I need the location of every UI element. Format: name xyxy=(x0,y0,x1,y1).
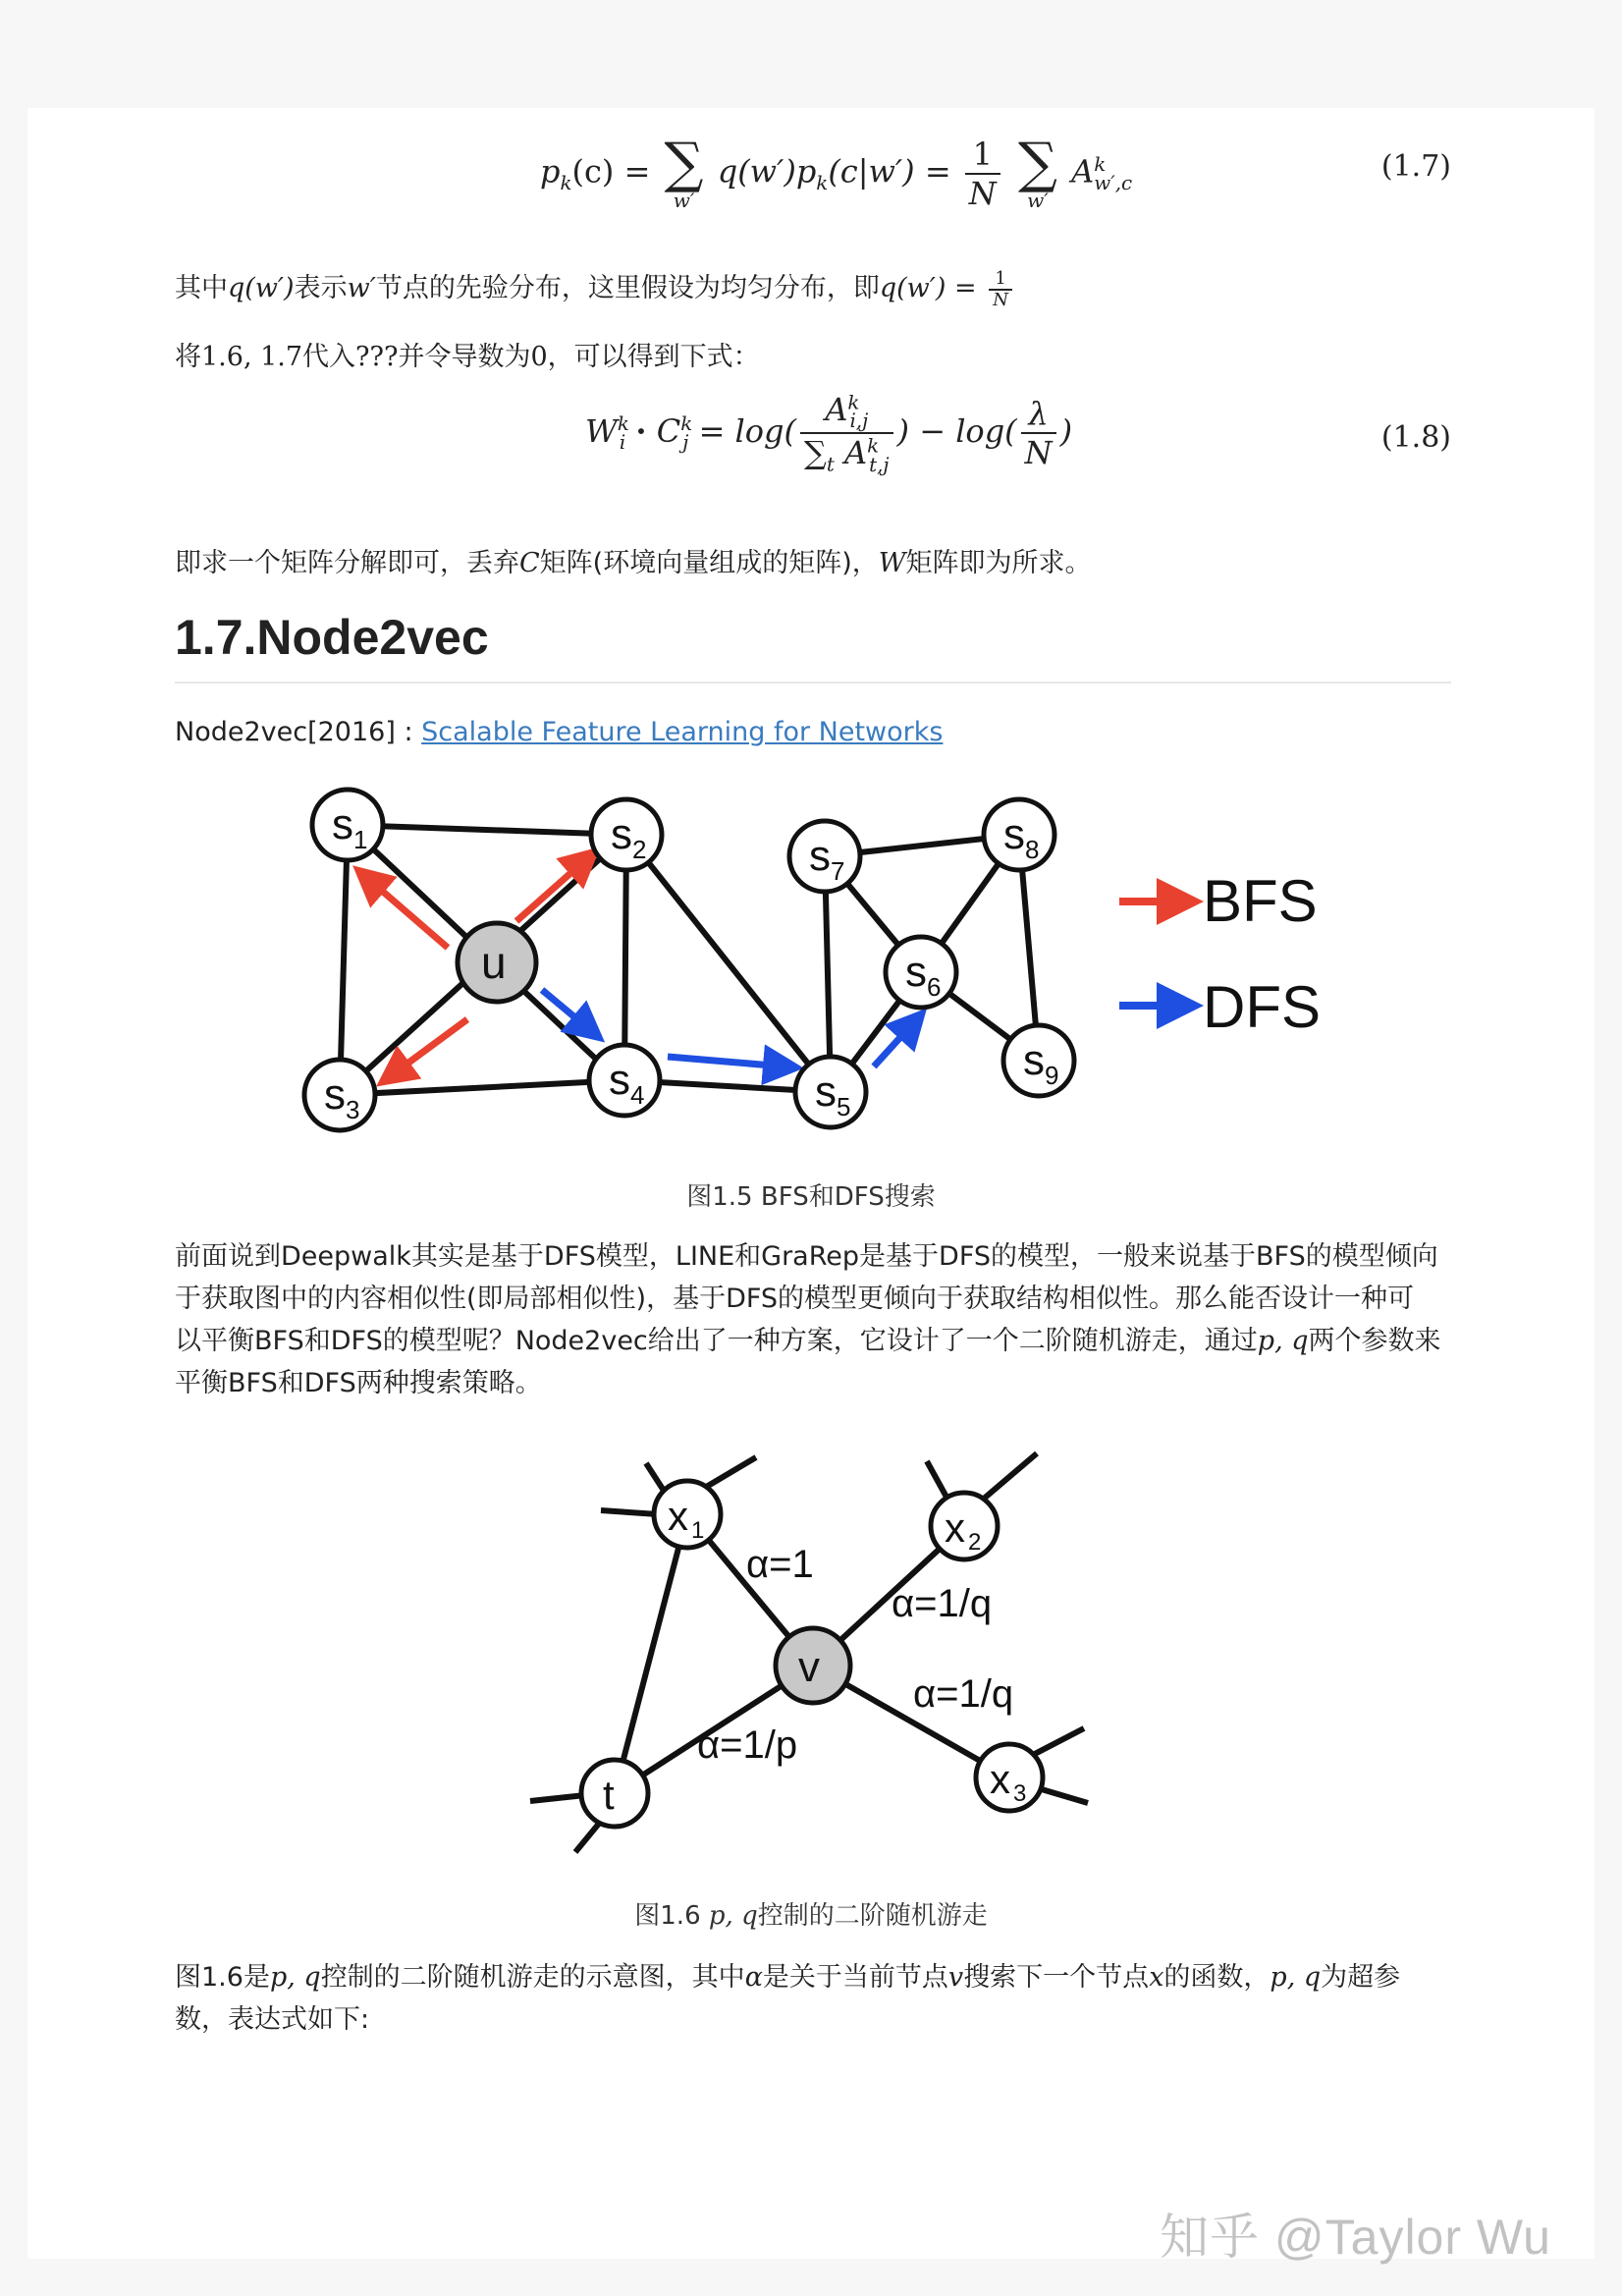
bfs-arrow xyxy=(516,860,585,921)
equation-1-7: $p_k(c)$ = ∑ w′ $q(w')p_k(c|w')$ = $\frac{1}{N}$ ∑ w′ $A^k_{w',c}$ (1.7) xyxy=(540,132,1451,212)
edge xyxy=(340,825,348,1095)
svg-text:s: s xyxy=(332,800,353,848)
node-s8 xyxy=(984,799,1054,870)
paper-link[interactable]: Scalable Feature Learning for Networks xyxy=(421,717,944,747)
node-s4 xyxy=(589,1045,660,1116)
legend-bfs-label: BFS xyxy=(1203,868,1318,934)
heading-divider xyxy=(175,682,1451,683)
zhihu-watermark: 知乎 @Taylor Wu xyxy=(1159,2210,1551,2265)
node-s6 xyxy=(886,937,956,1008)
svg-text:s: s xyxy=(611,810,632,858)
bfs-arrow xyxy=(368,879,448,948)
figure-caption-1-6: 图1.6 p, q控制的二阶随机游走 xyxy=(634,1901,988,1931)
weight-label: α=1 xyxy=(746,1543,814,1586)
node-s3 xyxy=(304,1060,375,1130)
paragraph-node2vec: 前面说到Deepwalk其实是基于DFS模型，LINE和GraRep是基于DFS的模型，一般来说基于BFS的模型倾向 于获取图中的内容相似性(即局部相似性)，基于DFS的模型更倾向于获取结构相似性。那么能否设计一种可 以平衡BFS和DFS的模型呢？Node2vec给出了一种方案，它设计了一个二阶随机游走，通过p, q两个参数来 平衡BFS和DFS两种搜索策略。 xyxy=(175,1241,1441,1398)
svg-text:s: s xyxy=(324,1070,346,1119)
weight-label: α=1/q xyxy=(892,1582,993,1625)
legend xyxy=(1119,868,1321,1040)
svg-text:s: s xyxy=(815,1067,837,1116)
svg-text:x: x xyxy=(990,1756,1010,1802)
svg-text:2: 2 xyxy=(968,1529,982,1556)
svg-text:2: 2 xyxy=(632,835,647,864)
dfs-arrow xyxy=(668,1057,784,1066)
node-x1 xyxy=(654,1481,721,1548)
svg-text:9: 9 xyxy=(1045,1061,1059,1090)
svg-text:s: s xyxy=(1023,1036,1045,1084)
figure-random-walk xyxy=(520,1444,1109,1866)
paragraph-substitute: 将1.6, 1.7代入???并令导数为0，可以得到下式： xyxy=(175,342,760,372)
weight-label: α=1/q xyxy=(913,1672,1014,1716)
section-heading: 1.7.Node2vec xyxy=(175,610,489,665)
svg-text:1: 1 xyxy=(691,1517,705,1544)
svg-text:7: 7 xyxy=(831,856,845,886)
paragraph-matrix: 即求一个矩阵分解即可，丢弃C矩阵(环境向量组成的矩阵)，W矩阵即为所求。 xyxy=(175,548,1092,578)
node-u xyxy=(458,923,536,1002)
figure-caption-1-5: 图1.5 BFS和DFS搜索 xyxy=(686,1182,936,1212)
figure-bfs-dfs xyxy=(285,776,1345,1159)
svg-text:t: t xyxy=(603,1772,615,1818)
svg-text:5: 5 xyxy=(837,1092,851,1121)
svg-text:s: s xyxy=(905,948,927,996)
stub xyxy=(703,1457,756,1489)
node-t xyxy=(581,1760,648,1827)
paragraph-prior: 其中q(w′)表示w′节点的先验分布，这里假设为均匀分布，即q(w′) = $\frac{1}{N}$ xyxy=(175,267,1451,310)
svg-text:v: v xyxy=(798,1643,820,1691)
equation-1-8: $W^k_i \cdot C^k_j = \log$( $\frac{A^k_{i,j}}{\sum_t A^k_{t,j}}$ ) − log( $\frac{\lambda}{N}$ ) (1.8) xyxy=(585,391,1451,476)
svg-text:1: 1 xyxy=(353,825,368,854)
svg-text:x: x xyxy=(668,1493,688,1539)
node-s5 xyxy=(795,1057,866,1127)
equation-number: (1.7) xyxy=(1380,149,1451,184)
equation-number: (1.8) xyxy=(1380,420,1451,455)
edge xyxy=(348,825,626,835)
bfs-arrow xyxy=(393,1019,467,1074)
node-s7 xyxy=(789,821,860,892)
svg-text:s: s xyxy=(609,1056,630,1104)
node-x3 xyxy=(976,1744,1043,1811)
paragraph-alpha: 图1.6是p, q控制的二阶随机游走的示意图，其中α是关于当前节点v搜索下一个节点x的函数，p, q为超参 数，表达式如下: xyxy=(175,1962,1401,2035)
node-s9 xyxy=(1003,1025,1074,1096)
stub xyxy=(1031,1728,1084,1756)
edge xyxy=(340,1080,624,1095)
node-s1 xyxy=(312,790,383,860)
svg-text:4: 4 xyxy=(630,1080,645,1110)
svg-text:3: 3 xyxy=(1013,1780,1027,1807)
node-x2 xyxy=(931,1493,998,1559)
dfs-arrow xyxy=(542,990,589,1029)
stub xyxy=(984,1453,1037,1499)
svg-text:u: u xyxy=(481,937,507,988)
node-s2 xyxy=(591,799,662,870)
svg-text:6: 6 xyxy=(927,972,942,1002)
stub xyxy=(927,1461,948,1501)
svg-text:3: 3 xyxy=(346,1095,360,1124)
legend-dfs-label: DFS xyxy=(1203,974,1321,1040)
node-v xyxy=(776,1628,850,1703)
weight-label: α=1/p xyxy=(697,1723,798,1767)
reference-line: Node2vec[2016] : Scalable Feature Learning for Networks xyxy=(175,717,944,747)
svg-text:s: s xyxy=(809,832,831,880)
stub xyxy=(530,1795,585,1801)
svg-text:s: s xyxy=(1003,810,1025,858)
svg-text:x: x xyxy=(945,1504,965,1551)
svg-text:8: 8 xyxy=(1025,835,1040,864)
stub xyxy=(601,1510,658,1514)
